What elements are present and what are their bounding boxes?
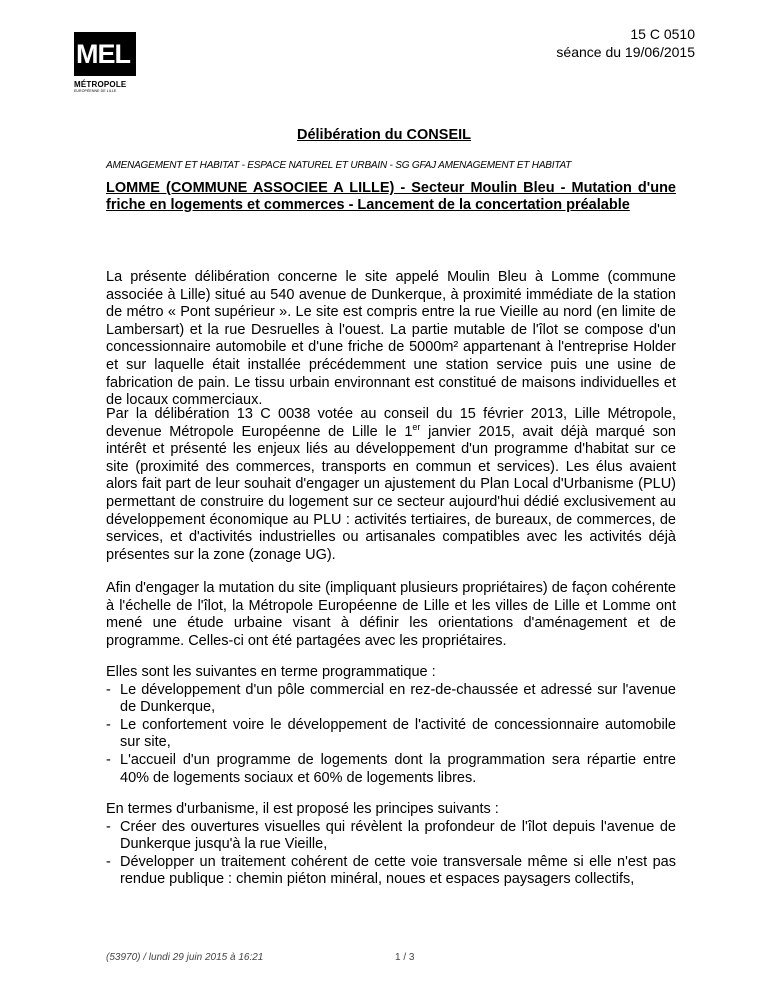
logo-mel-block: MEL	[74, 32, 136, 76]
deliberation-subject: LOMME (COMMUNE ASSOCIEE A LILLE) - Secteur Moulin Bleu - Mutation d'une friche en logements et commerces - Lancement de la concertation préalable	[106, 180, 676, 213]
paragraph-previous-deliberation	[106, 406, 676, 564]
list-dash: -	[106, 681, 111, 698]
page-number: 1 / 3	[395, 952, 415, 963]
paragraph-urban-study: Afin d'engager la mutation du site (impliquant plusieurs propriétaires) de façon cohérente à l'échelle de l'îlot, la Métropole Européenne de Lille et les villes de Lille et Lomme ont mené une étude urbaine visant à définir les orientations d'aménagement et de programme. Celles-ci ont été partagées avec les propriétaires.	[106, 580, 676, 649]
list-item	[106, 854, 676, 889]
list-item	[106, 752, 676, 787]
reference-number: 15 C 0510	[630, 26, 695, 42]
list-item-text: Créer des ouvertures visuelles qui révèlent la profondeur de l'îlot depuis l'avenue de Dunkerque jusqu'à la rue Vieille,	[120, 818, 676, 853]
list-item-text: L'accueil d'un programme de logements dont la programmation sera répartie entre 40% de logements sociaux et 60% de logements libres.	[120, 751, 676, 786]
footer-document-info: (53970) / lundi 29 juin 2015 à 16:21	[106, 952, 264, 963]
paragraph-programmatic-orientations	[106, 664, 676, 787]
list-item-text: Développer un traitement cohérent de cette voie transversale même si elle n'est pas rendue publique : chemin piéton minéral, noues et espaces paysagers collectifs,	[120, 853, 676, 888]
list-item	[106, 682, 676, 717]
list-item	[106, 819, 676, 854]
mel-logo	[74, 32, 136, 94]
list-item	[106, 717, 676, 752]
paragraph-site-description: La présente délibération concerne le site appelé Moulin Bleu à Lomme (commune associée à Lille) situé au 540 avenue de Dunkerque, à proximité immédiate de la station de métro « Pont supérieur ». Le site est compris entre la rue Vieille au nord (en limite de Lambersart) et la rue Desruelles à l'ouest. La partie mutable de l'îlot se compose d'un concessionnaire automobile et d'une friche de 5000m² appartenant à l'entreprise Holder et sur laquelle était installée précédemment une station service puis une usine de fabrication de pain. Le tissu urbain environnant est constitué de maisons individuelles et de locaux commerciaux.	[106, 269, 676, 409]
p2-text-after: janvier 2015, avait déjà marqué son intérêt et présenté les enjeux liés au développement d'un programme d'habitat sur ce site (proximité des commerces, transports en commun et services). Les élus avaient alors fait part de leur souhait d'engager un ajustement du Plan Local d'Urbanisme (PLU) permettant de construire du logement sur ce secteur aujourd'hui dédié exclusivement au développement économique au PLU : activités tertiaires, de bureaux, de commerces, de services, et d'activités industrielles ou artisanales compatibles avec les activités déjà présentes sur la zone (zonage UG).	[106, 423, 676, 563]
p2-superscript: er	[412, 421, 421, 432]
p2-text-before: Par la délibération 13 C 0038 votée au conseil du 15 février 2013, Lille Métropole, devenue Métropole Européenne de Lille le 1	[106, 406, 676, 440]
logo-subtitle: EUROPÉENNE DE LILLE	[74, 89, 117, 93]
category-line: AMENAGEMENT ET HABITAT - ESPACE NATUREL ET URBAIN - SG GFAJ AMENAGEMENT ET HABITAT	[106, 160, 572, 171]
document-title: Délibération du CONSEIL	[296, 127, 471, 143]
list-dash: -	[106, 818, 111, 835]
logo-metropole-text: MÉTROPOLE	[74, 80, 127, 89]
list-dash: -	[106, 853, 111, 870]
programmatic-intro: Elles sont les suivantes en terme programmatique :	[106, 664, 436, 680]
paragraph-urbanism-principles	[106, 801, 676, 889]
list-item-text: Le confortement voire le développement de l'activité de concessionnaire automobile sur site,	[120, 716, 676, 751]
list-dash: -	[106, 751, 111, 768]
urbanism-intro: En termes d'urbanisme, il est proposé les principes suivants :	[106, 801, 499, 817]
document-reference	[556, 25, 695, 61]
list-item-text: Le développement d'un pôle commercial en rez-de-chaussée et adressé sur l'avenue de Dunkerque,	[120, 681, 676, 716]
list-dash: -	[106, 716, 111, 733]
seance-date: séance du 19/06/2015	[556, 44, 695, 60]
